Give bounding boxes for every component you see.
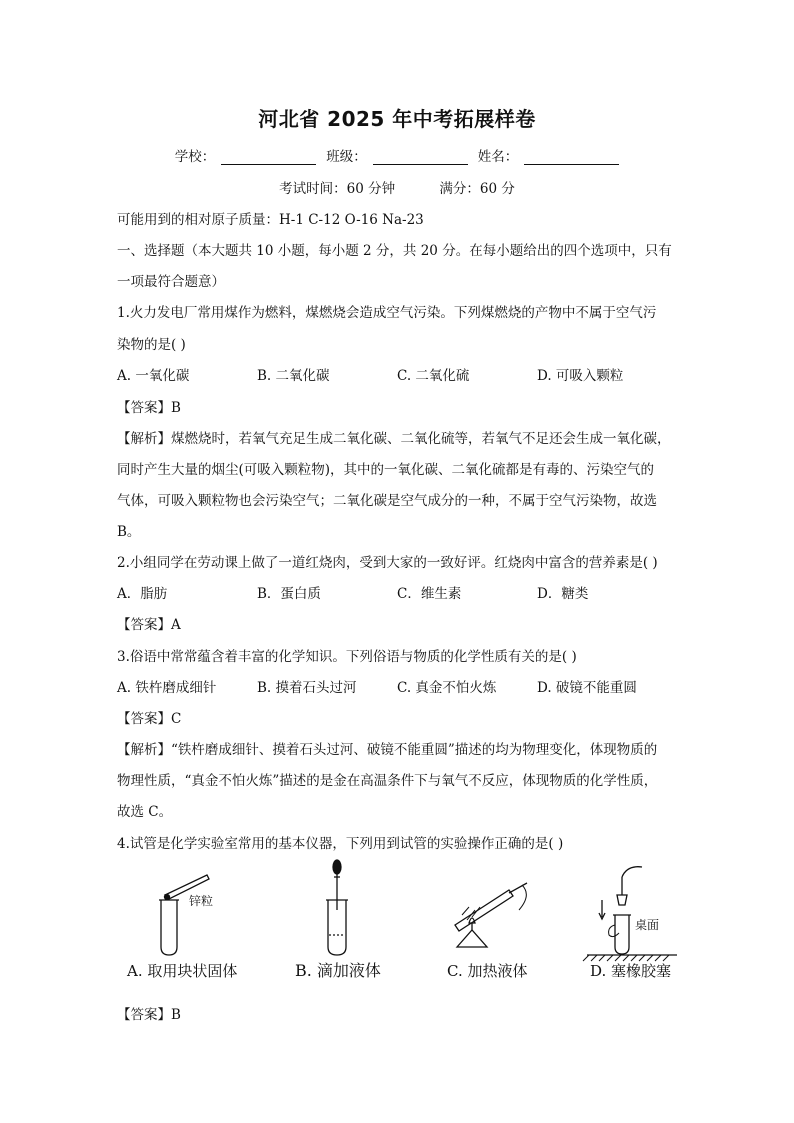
q4-figure <box>117 855 687 985</box>
school-blank[interactable] <box>221 150 316 165</box>
exam-score: 满分：60 分 <box>439 181 515 197</box>
section-heading-line2: 一项最符合题意） <box>117 274 225 290</box>
page-title: 河北省 2025 年中考拓展样卷 <box>258 107 536 131</box>
q1-options <box>117 364 677 384</box>
school-label: 学校： <box>174 149 216 165</box>
caption-c[interactable]: C. 加热液体 <box>447 962 528 980</box>
q4-answer: 【答案】B <box>117 1007 181 1023</box>
q3-options <box>117 676 677 696</box>
q3-answer: 【答案】C <box>117 711 182 727</box>
figure-d-stopper <box>583 867 677 961</box>
atomic-mass-line: 可能用到的相对原子质量：H-1 C-12 O-16 Na-23 <box>117 212 424 228</box>
name-blank[interactable] <box>524 150 619 165</box>
exam-meta <box>0 177 794 197</box>
q2-option-c[interactable]: C．维生素 <box>397 586 462 602</box>
class-blank[interactable] <box>373 150 468 165</box>
class-label: 班级： <box>326 149 367 165</box>
q1-answer: 【答案】B <box>117 400 181 416</box>
q3-explanation-line2: 物理性质，“真金不怕火炼”描述的是金在高温条件下与氧气不反应，体现物质的化学性质， <box>117 773 658 789</box>
q2-options <box>117 582 677 602</box>
q3-option-c[interactable]: C. 真金不怕火炼 <box>397 680 497 696</box>
student-info-row <box>0 145 794 165</box>
section-heading-line1: 一、选择题（本大题共 10 小题，每小题 2 分，共 20 分。在每小题给出的四个选项中，只有 <box>117 243 672 259</box>
q4-stem: 4.试管是化学实验室常用的基本仪器，下列用到试管的实验操作正确的是( ) <box>117 836 564 852</box>
q3-option-a[interactable]: A. 铁杵磨成细针 <box>117 680 217 696</box>
school-field[interactable] <box>175 145 317 165</box>
zinc-label: 锌粒 <box>189 894 214 908</box>
q1-explanation-line4: B。 <box>117 524 141 540</box>
q1-stem-line2: 染物的是( ) <box>117 337 186 353</box>
exam-time: 考试时间：60 分钟 <box>279 181 396 197</box>
q3-explanation-line1: 【解析】“铁杵磨成细针、摸着石头过河、破镜不能重圆”描述的均为物理变化，体现物质的 <box>117 742 658 758</box>
class-field[interactable] <box>326 145 468 165</box>
q2-option-b[interactable]: B．蛋白质 <box>257 586 321 602</box>
caption-b[interactable]: B. 滴加液体 <box>295 961 381 980</box>
q2-stem: 2.小组同学在劳动课上做了一道红烧肉，受到大家的一致好评。红烧肉中富含的营养素是( ) <box>117 555 658 571</box>
q3-stem: 3.俗语中常常蕴含着丰富的化学知识。下列俗语与物质的化学性质有关的是( ) <box>117 649 577 665</box>
q1-explanation-line1: 【解析】煤燃烧时，若氧气充足生成二氧化碳、二氧化硫等，若氧气不足还会生成一氧化碳， <box>117 431 671 447</box>
q2-answer: 【答案】A <box>117 617 181 633</box>
name-field[interactable] <box>478 145 620 165</box>
q1-option-d[interactable]: D. 可吸入颗粒 <box>537 368 624 384</box>
q3-option-d[interactable]: D. 破镜不能重圆 <box>537 680 637 696</box>
q2-option-d[interactable]: D．糖类 <box>537 586 589 602</box>
name-label: 姓名： <box>477 149 519 165</box>
caption-d[interactable]: D. 塞橡胶塞 <box>590 962 672 980</box>
caption-a[interactable]: A. 取用块状固体 <box>127 962 238 980</box>
q2-option-a[interactable]: A．脂肪 <box>117 586 168 602</box>
q3-explanation-line3: 故选 C。 <box>117 804 173 820</box>
table-label: 桌面 <box>635 918 660 932</box>
q1-explanation-line3: 气体，可吸入颗粒物也会污染空气；二氧化碳是空气成分的一种，不属于空气污染物，故选 <box>117 493 657 509</box>
q1-option-b[interactable]: B. 二氧化碳 <box>257 368 330 384</box>
q1-option-c[interactable]: C. 二氧化硫 <box>397 368 470 384</box>
figure-c-heating <box>455 883 527 947</box>
figure-b-dropper <box>326 860 348 955</box>
q1-option-a[interactable]: A. 一氧化碳 <box>117 368 190 384</box>
q1-stem-line1: 1.火力发电厂常用煤作为燃料，煤燃烧会造成空气污染。下列煤燃烧的产物中不属于空气污 <box>117 305 657 321</box>
q3-option-b[interactable]: B. 摸着石头过河 <box>257 680 357 696</box>
figure-a-test-tube <box>159 875 209 955</box>
q1-explanation-line2: 同时产生大量的烟尘(可吸入颗粒物)，其中的一氧化碳、二氧化硫都是有毒的、污染空气的 <box>117 462 655 478</box>
